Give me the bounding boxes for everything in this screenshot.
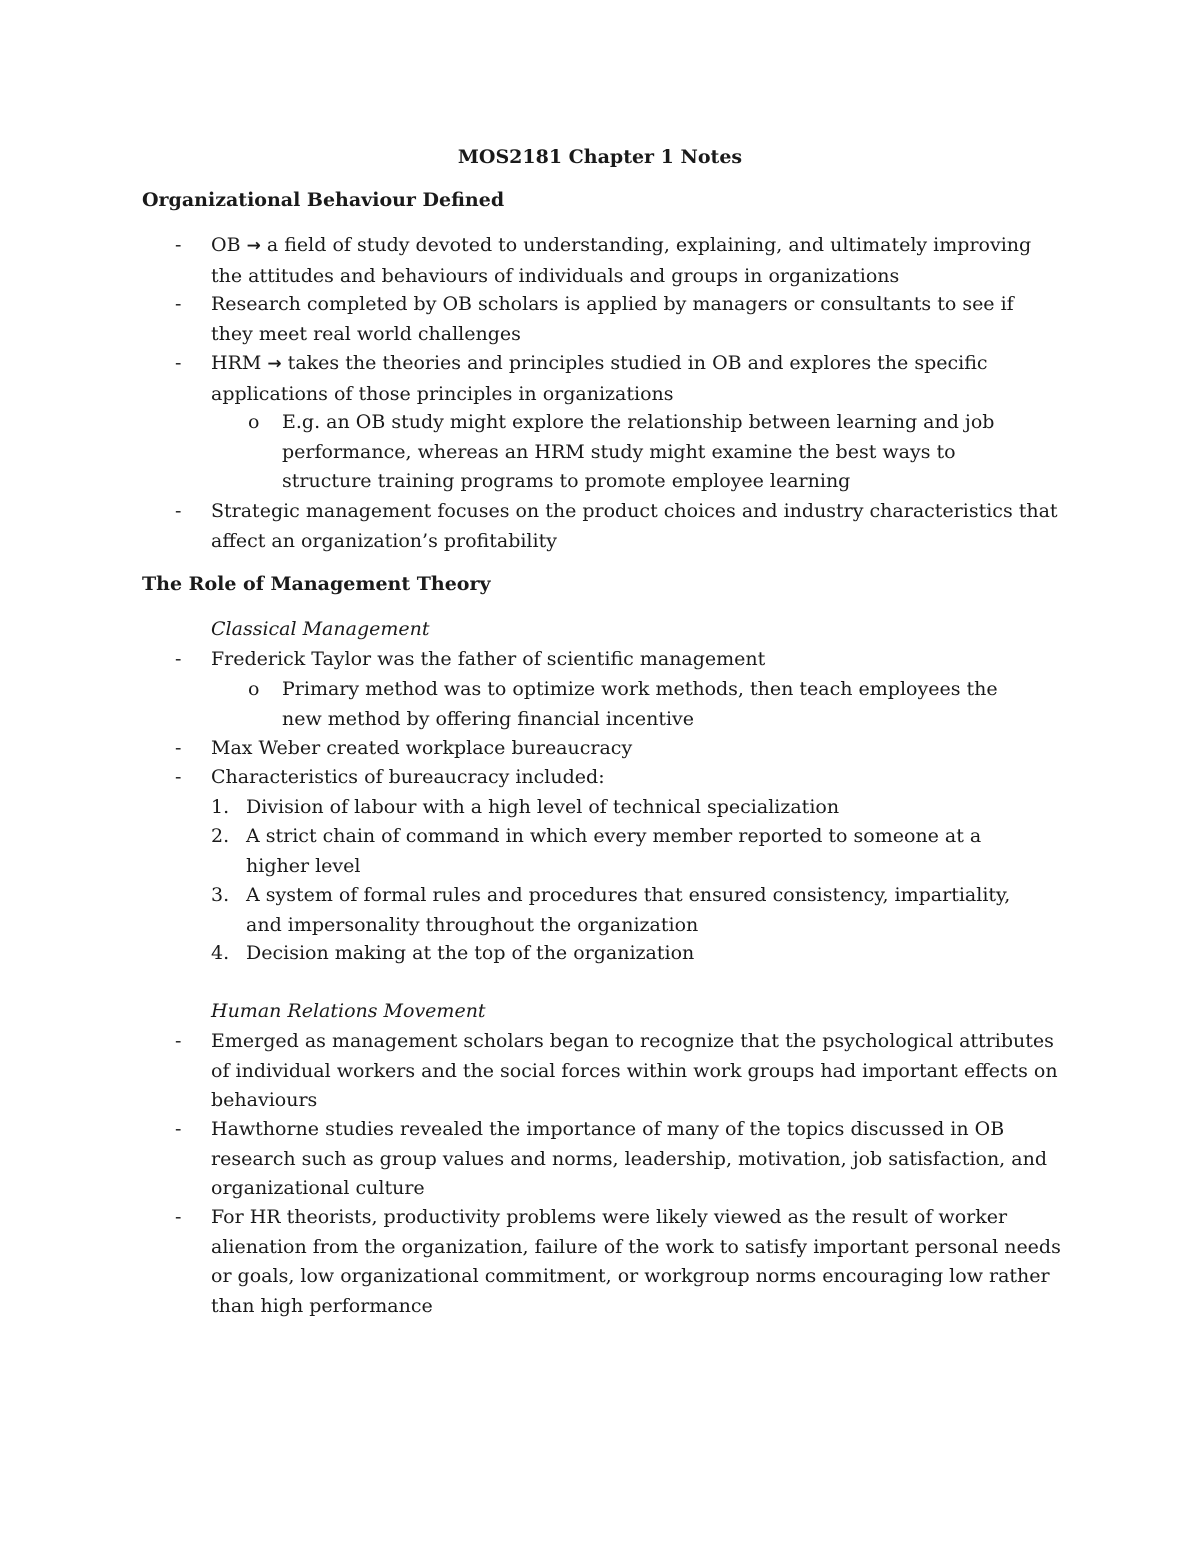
bullet-dash: - xyxy=(175,648,182,670)
list-item-text: Hawthorne studies revealed the importance of many of the topics discussed in OB research such as group values and norms, leadership, motivation, job satisfaction, and organizational culture xyxy=(211,1118,1047,1199)
bullet-dash: - xyxy=(175,352,182,374)
numbered-item-text: A system of formal rules and procedures that ensured consistency, impartiality, and impersonality throughout the organization xyxy=(246,884,1011,936)
sub-list-item xyxy=(248,675,1042,734)
numbered-item xyxy=(211,939,1046,969)
subheading-human-relations: Human Relations Movement xyxy=(211,1000,486,1022)
item-number: 1. xyxy=(211,796,230,818)
bullet-dash: - xyxy=(175,737,182,759)
bullet-dash: - xyxy=(175,234,182,256)
section-heading-management-theory: The Role of Management Theory xyxy=(142,573,491,595)
numbered-item-text: Decision making at the top of the organization xyxy=(246,942,695,964)
numbered-item xyxy=(211,881,1046,940)
list-item xyxy=(175,1027,1061,1116)
list-item-text: Strategic management focuses on the product choices and industry characteristics that affect an organization’s profitability xyxy=(211,500,1058,552)
list-item-text: takes the theories and principles studied in OB and explores the specific applications of those principles in organizations xyxy=(211,352,988,405)
list-item xyxy=(175,645,1061,675)
list-item-text: Characteristics of bureaucracy included: xyxy=(211,766,605,788)
sub-list-item xyxy=(248,408,1042,497)
item-number: 4. xyxy=(211,942,230,964)
bullet-dash: - xyxy=(175,1030,182,1052)
sub-list-item-text: E.g. an OB study might explore the relationship between learning and job performance, whereas an HRM study might examine the best ways to structure training programs to promote employee learning xyxy=(282,411,995,492)
list-item xyxy=(175,1115,1061,1204)
bullet-dash: - xyxy=(175,500,182,522)
list-item-text: a field of study devoted to understanding, explaining, and ultimately improving the attitudes and behaviours of individuals and groups in organizations xyxy=(211,234,1032,287)
numbered-item-text: Division of labour with a high level of technical specialization xyxy=(246,796,840,818)
bullet-circle: o xyxy=(248,411,260,433)
subheading-classical-management: Classical Management xyxy=(211,618,430,640)
arrow-icon: → xyxy=(246,236,261,256)
numbered-item xyxy=(211,822,1046,881)
list-item-text: For HR theorists, productivity problems were likely viewed as the result of worker alienation from the organization, failure of the work to satisfy important personal needs or goals, low organizational commitment, or workgroup norms encouraging low rather than high performance xyxy=(211,1206,1061,1317)
list-item xyxy=(175,734,1061,764)
list-item xyxy=(175,349,1061,409)
sub-list-item-text: Primary method was to optimize work methods, then teach employees the new method by offering financial incentive xyxy=(282,678,998,730)
list-item xyxy=(175,1203,1061,1321)
list-item xyxy=(175,497,1061,556)
list-item xyxy=(175,763,1061,793)
list-item-text: Emerged as management scholars began to recognize that the psychological attributes of individual workers and the social forces within work groups had important effects on behaviours xyxy=(211,1030,1058,1111)
numbered-item-text: A strict chain of command in which every member reported to someone at a higher level xyxy=(246,825,982,877)
bullet-dash: - xyxy=(175,1118,182,1140)
bullet-dash: - xyxy=(175,293,182,315)
item-number: 2. xyxy=(211,825,230,847)
arrow-icon: → xyxy=(267,354,282,374)
list-item-text: Max Weber created workplace bureaucracy xyxy=(211,737,633,759)
list-item xyxy=(175,290,1061,349)
list-item xyxy=(175,231,1061,291)
list-item-text: Research completed by OB scholars is applied by managers or consultants to see if they meet real world challenges xyxy=(211,293,1014,345)
bullet-dash: - xyxy=(175,1206,182,1228)
list-item-text: Frederick Taylor was the father of scientific management xyxy=(211,648,766,670)
term-lead: OB xyxy=(211,234,241,256)
section-heading-ob-defined: Organizational Behaviour Defined xyxy=(142,189,505,211)
bullet-circle: o xyxy=(248,678,260,700)
bullet-dash: - xyxy=(175,766,182,788)
page-title: MOS2181 Chapter 1 Notes xyxy=(457,146,743,168)
numbered-item xyxy=(211,793,1046,823)
item-number: 3. xyxy=(211,884,230,906)
term-lead: HRM xyxy=(211,352,262,374)
